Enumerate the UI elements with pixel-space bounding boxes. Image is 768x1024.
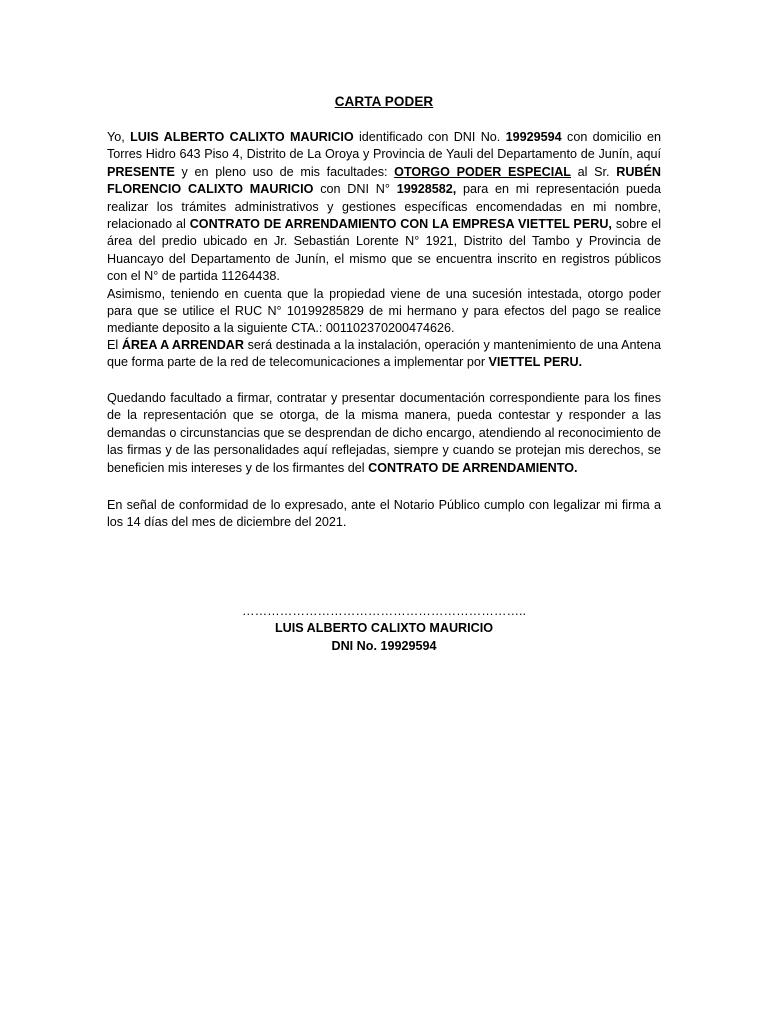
grantor-name: LUIS ALBERTO CALIXTO MAURICIO: [130, 130, 354, 144]
signature-line: …………………………………………………………..: [241, 604, 527, 618]
document-title: CARTA PODER: [334, 94, 434, 109]
signature-name: LUIS ALBERTO CALIXTO MAURICIO: [274, 621, 494, 635]
signature-dni: DNI No. 19929594: [331, 639, 437, 653]
company-name: VIETTEL PERU.: [488, 355, 583, 370]
paragraph-grant-of-power: [107, 129, 661, 338]
text-span: al Sr.: [571, 164, 617, 179]
text-span: sobre el área del predio ubicado en Jr. Sebastián Lorente N° 1921, Distrito del Tambo y Provincia de Huancayo del Departamento de Junín, el mismo que se encuentra inscrito en registros públicos con el N° de partida 11264438.: [107, 217, 661, 284]
text-span: Quedando facultado a firmar, contratar y presentar documentación correspondiente para los fines de la representación que se otorga, de la misma manera, pueda contestar y responder a las demandas o circunstancias que se desprendan de dicho encargo, atendiendo al reconocimiento de las firmas y de las personalidades aquí reflejadas, siempre y cuando se protejan mis derechos, se beneficien mis intereses y de los firmantes del: [107, 391, 661, 475]
text-span: con domicilio en Torres Hidro 643 Piso 4, Distrito de La Oroya y Provincia de Yauli del Departamento de Junín, aquí: [107, 130, 662, 162]
area-label: ÁREA A ARRENDAR: [121, 338, 244, 352]
presente-label: PRESENTE: [107, 164, 175, 179]
paragraph-conformity: [107, 497, 661, 532]
text-span: será destinada a la instalación, operación y mantenimiento de una Antena que forma parte de la red de telecomunicaciones a implementar por: [107, 338, 661, 370]
paragraph-area-text: [107, 337, 661, 372]
text-span: para en mi representación pueda realizar los trámites administrativos y gestiones específicas encomendadas en mi nombre, relacionado al: [107, 182, 661, 232]
contract-label-2: CONTRATO DE ARRENDAMIENTO.: [368, 460, 578, 475]
text-span: El: [107, 338, 122, 352]
paragraph-faculties-text: [107, 390, 661, 477]
paragraph-asimismo: Asimismo, teniendo en cuenta que la propiedad viene de una sucesión intestada, otorgo poder para que se utilice el RUC N° 10199285829 de mi hermano y para efectos del pago se realice mediante deposito a la siguiente CTA.: 001102370200474626.: [107, 286, 661, 336]
text-span: Yo,: [107, 130, 131, 144]
attorney-dni: 19928582,: [396, 182, 457, 197]
paragraph-main: [107, 129, 661, 286]
special-power-label: OTORGO PODER ESPECIAL: [394, 164, 572, 179]
paragraph-conformity-text: En señal de conformidad de lo expresado, ante el Notario Público cumplo con legalizar mi firma a los 14 días del mes de diciembre del 2021.: [107, 498, 661, 530]
grantor-dni: 19929594: [505, 130, 562, 144]
contract-label: CONTRATO DE ARRENDAMIENTO CON LA EMPRESA VIETTEL PERU,: [189, 217, 612, 232]
text-span: y en pleno uso de mis facultades:: [174, 164, 395, 179]
text-span: con DNI N°: [313, 182, 397, 197]
attorney-name: RUBÉN FLORENCIO CALIXTO MAURICIO: [107, 164, 661, 197]
paragraph-area: [107, 337, 661, 372]
paragraph-faculties: [107, 390, 661, 477]
text-span: identificado con DNI No.: [353, 130, 506, 144]
